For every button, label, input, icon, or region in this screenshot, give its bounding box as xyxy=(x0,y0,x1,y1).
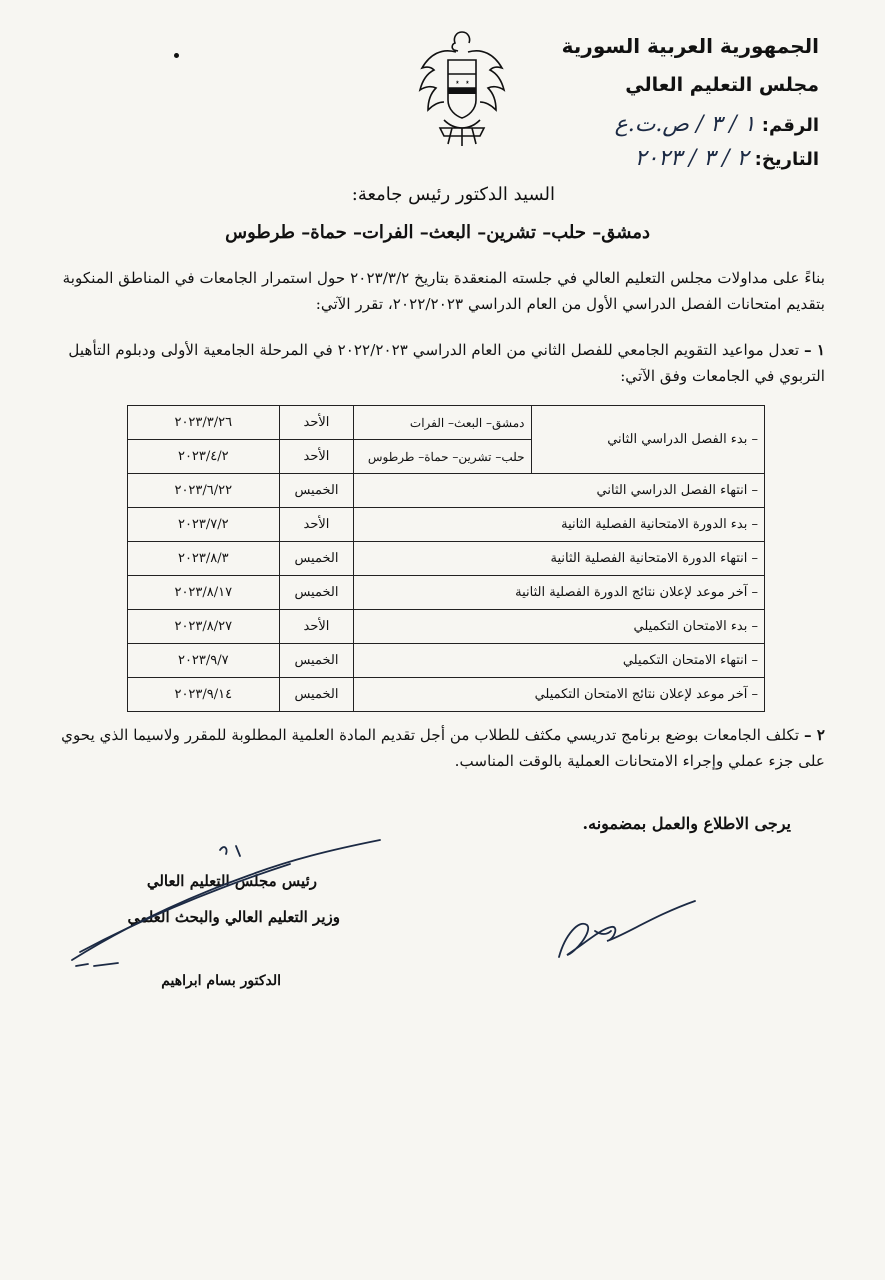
day-cell: الخميس xyxy=(279,474,354,508)
table-row xyxy=(128,406,765,440)
date-cell: ٢٠٢٣/٧/٢ xyxy=(128,508,280,542)
table-row xyxy=(128,542,765,576)
table-row xyxy=(128,474,765,508)
region-cell: دمشق– البعث– الفرات xyxy=(354,406,531,440)
date-cell: ٢٠٢٣/٣/٢٦ xyxy=(128,406,280,440)
date-line xyxy=(635,146,819,171)
country-name: الجمهورية العربية السورية xyxy=(561,34,819,58)
region-cell: حلب– تشرين– حماة– طرطوس xyxy=(354,440,531,474)
day-cell: الأحد xyxy=(279,406,354,440)
day-cell: الخميس xyxy=(279,678,354,712)
addressee-line: السيد الدكتور رئيس جامعة: xyxy=(351,184,555,205)
reference-label: الرقم: xyxy=(761,115,819,136)
event-cell: – انتهاء الفصل الدراسي الثاني xyxy=(354,474,765,508)
event-cell: – آخر موعد لإعلان نتائج الامتحان التكميلي xyxy=(354,678,765,712)
date-cell: ٢٠٢٣/٨/٢٧ xyxy=(128,610,280,644)
date-cell: ٢٠٢٣/٨/٣ xyxy=(128,542,280,576)
council-name: مجلس التعليم العالي xyxy=(625,74,819,96)
event-cell: – بدء الفصل الدراسي الثاني xyxy=(531,406,764,474)
date-value: ٢ / ٣ / ٢٠٢٣ xyxy=(634,146,749,171)
item-text: تكلف الجامعات بوضع برنامج تدريسي مكثف للطلاب من أجل تقديم المادة العلمية المطلوبة للمقرر ولاسيما الذي يحوي على جزء عملي وإجراء الامتحانات العملية بالوقت المناسب. xyxy=(61,726,825,770)
eagle-emblem-icon xyxy=(412,24,512,154)
date-cell: ٢٠٢٣/٩/١٤ xyxy=(128,678,280,712)
day-cell: الخميس xyxy=(279,644,354,678)
date-cell: ٢٠٢٣/٦/٢٢ xyxy=(128,474,280,508)
decision-item-2 xyxy=(55,722,825,774)
event-cell: – بدء الامتحان التكميلي xyxy=(354,610,765,644)
table-row xyxy=(128,678,765,712)
decision-item-1 xyxy=(55,337,825,389)
table-row xyxy=(128,508,765,542)
item-number: ١ – xyxy=(803,341,825,359)
date-label: التاريخ: xyxy=(754,149,819,170)
date-cell: ٢٠٢٣/٤/٢ xyxy=(128,440,280,474)
table-row xyxy=(128,576,765,610)
date-cell: ٢٠٢٣/٩/٧ xyxy=(128,644,280,678)
event-cell: – بدء الدورة الامتحانية الفصلية الثانية xyxy=(354,508,765,542)
table-row xyxy=(128,610,765,644)
reference-line xyxy=(615,112,819,137)
signatory-name: الدكتور بسام ابراهيم xyxy=(161,973,281,989)
item-number: ٢ – xyxy=(803,726,825,744)
universities-line: دمشق– حلب– تشرين– البعث– الفرات– حماة– طرطوس xyxy=(225,222,650,243)
day-cell: الأحد xyxy=(279,508,354,542)
ink-dot xyxy=(174,53,179,58)
closing-line: يرجى الاطلاع والعمل بمضمونه. xyxy=(582,814,791,833)
schedule-table xyxy=(127,405,765,712)
day-cell: الأحد xyxy=(279,610,354,644)
intro-paragraph: بناءً على مداولات مجلس التعليم العالي في جلسته المنعقدة بتاريخ ٢٠٢٣/٣/٢ حول استمرار الجامعات في المناطق المنكوبة بتقديم امتحانات الفصل الدراسي الأول من العام الدراسي ٢٠٢٢/٢٠٢٣، تقرر الآتي: xyxy=(62,269,825,313)
signatory-title-1: رئيس مجلس التعليم العالي xyxy=(146,872,317,890)
event-cell: – آخر موعد لإعلان نتائج الدورة الفصلية الثانية xyxy=(354,576,765,610)
handwritten-signature xyxy=(60,820,420,970)
table-row xyxy=(128,644,765,678)
reference-value: ١ / ٣ / ص.ت.ع xyxy=(614,112,756,137)
day-cell: الخميس xyxy=(279,542,354,576)
day-cell: الأحد xyxy=(279,440,354,474)
minister-signature xyxy=(545,895,705,975)
day-cell: الخميس xyxy=(279,576,354,610)
item-text: تعدل مواعيد التقويم الجامعي للفصل الثاني من العام الدراسي ٢٠٢٢/٢٠٢٣ في المرحلة الجامعية الأولى ودبلوم التأهيل التربوي في الجامعات وفق الآتي: xyxy=(68,341,825,385)
date-cell: ٢٠٢٣/٨/١٧ xyxy=(128,576,280,610)
event-cell: – انتهاء الامتحان التكميلي xyxy=(354,644,765,678)
signatory-title-2: وزير التعليم العالي والبحث العلمي xyxy=(127,908,340,926)
event-cell: – انتهاء الدورة الامتحانية الفصلية الثانية xyxy=(354,542,765,576)
